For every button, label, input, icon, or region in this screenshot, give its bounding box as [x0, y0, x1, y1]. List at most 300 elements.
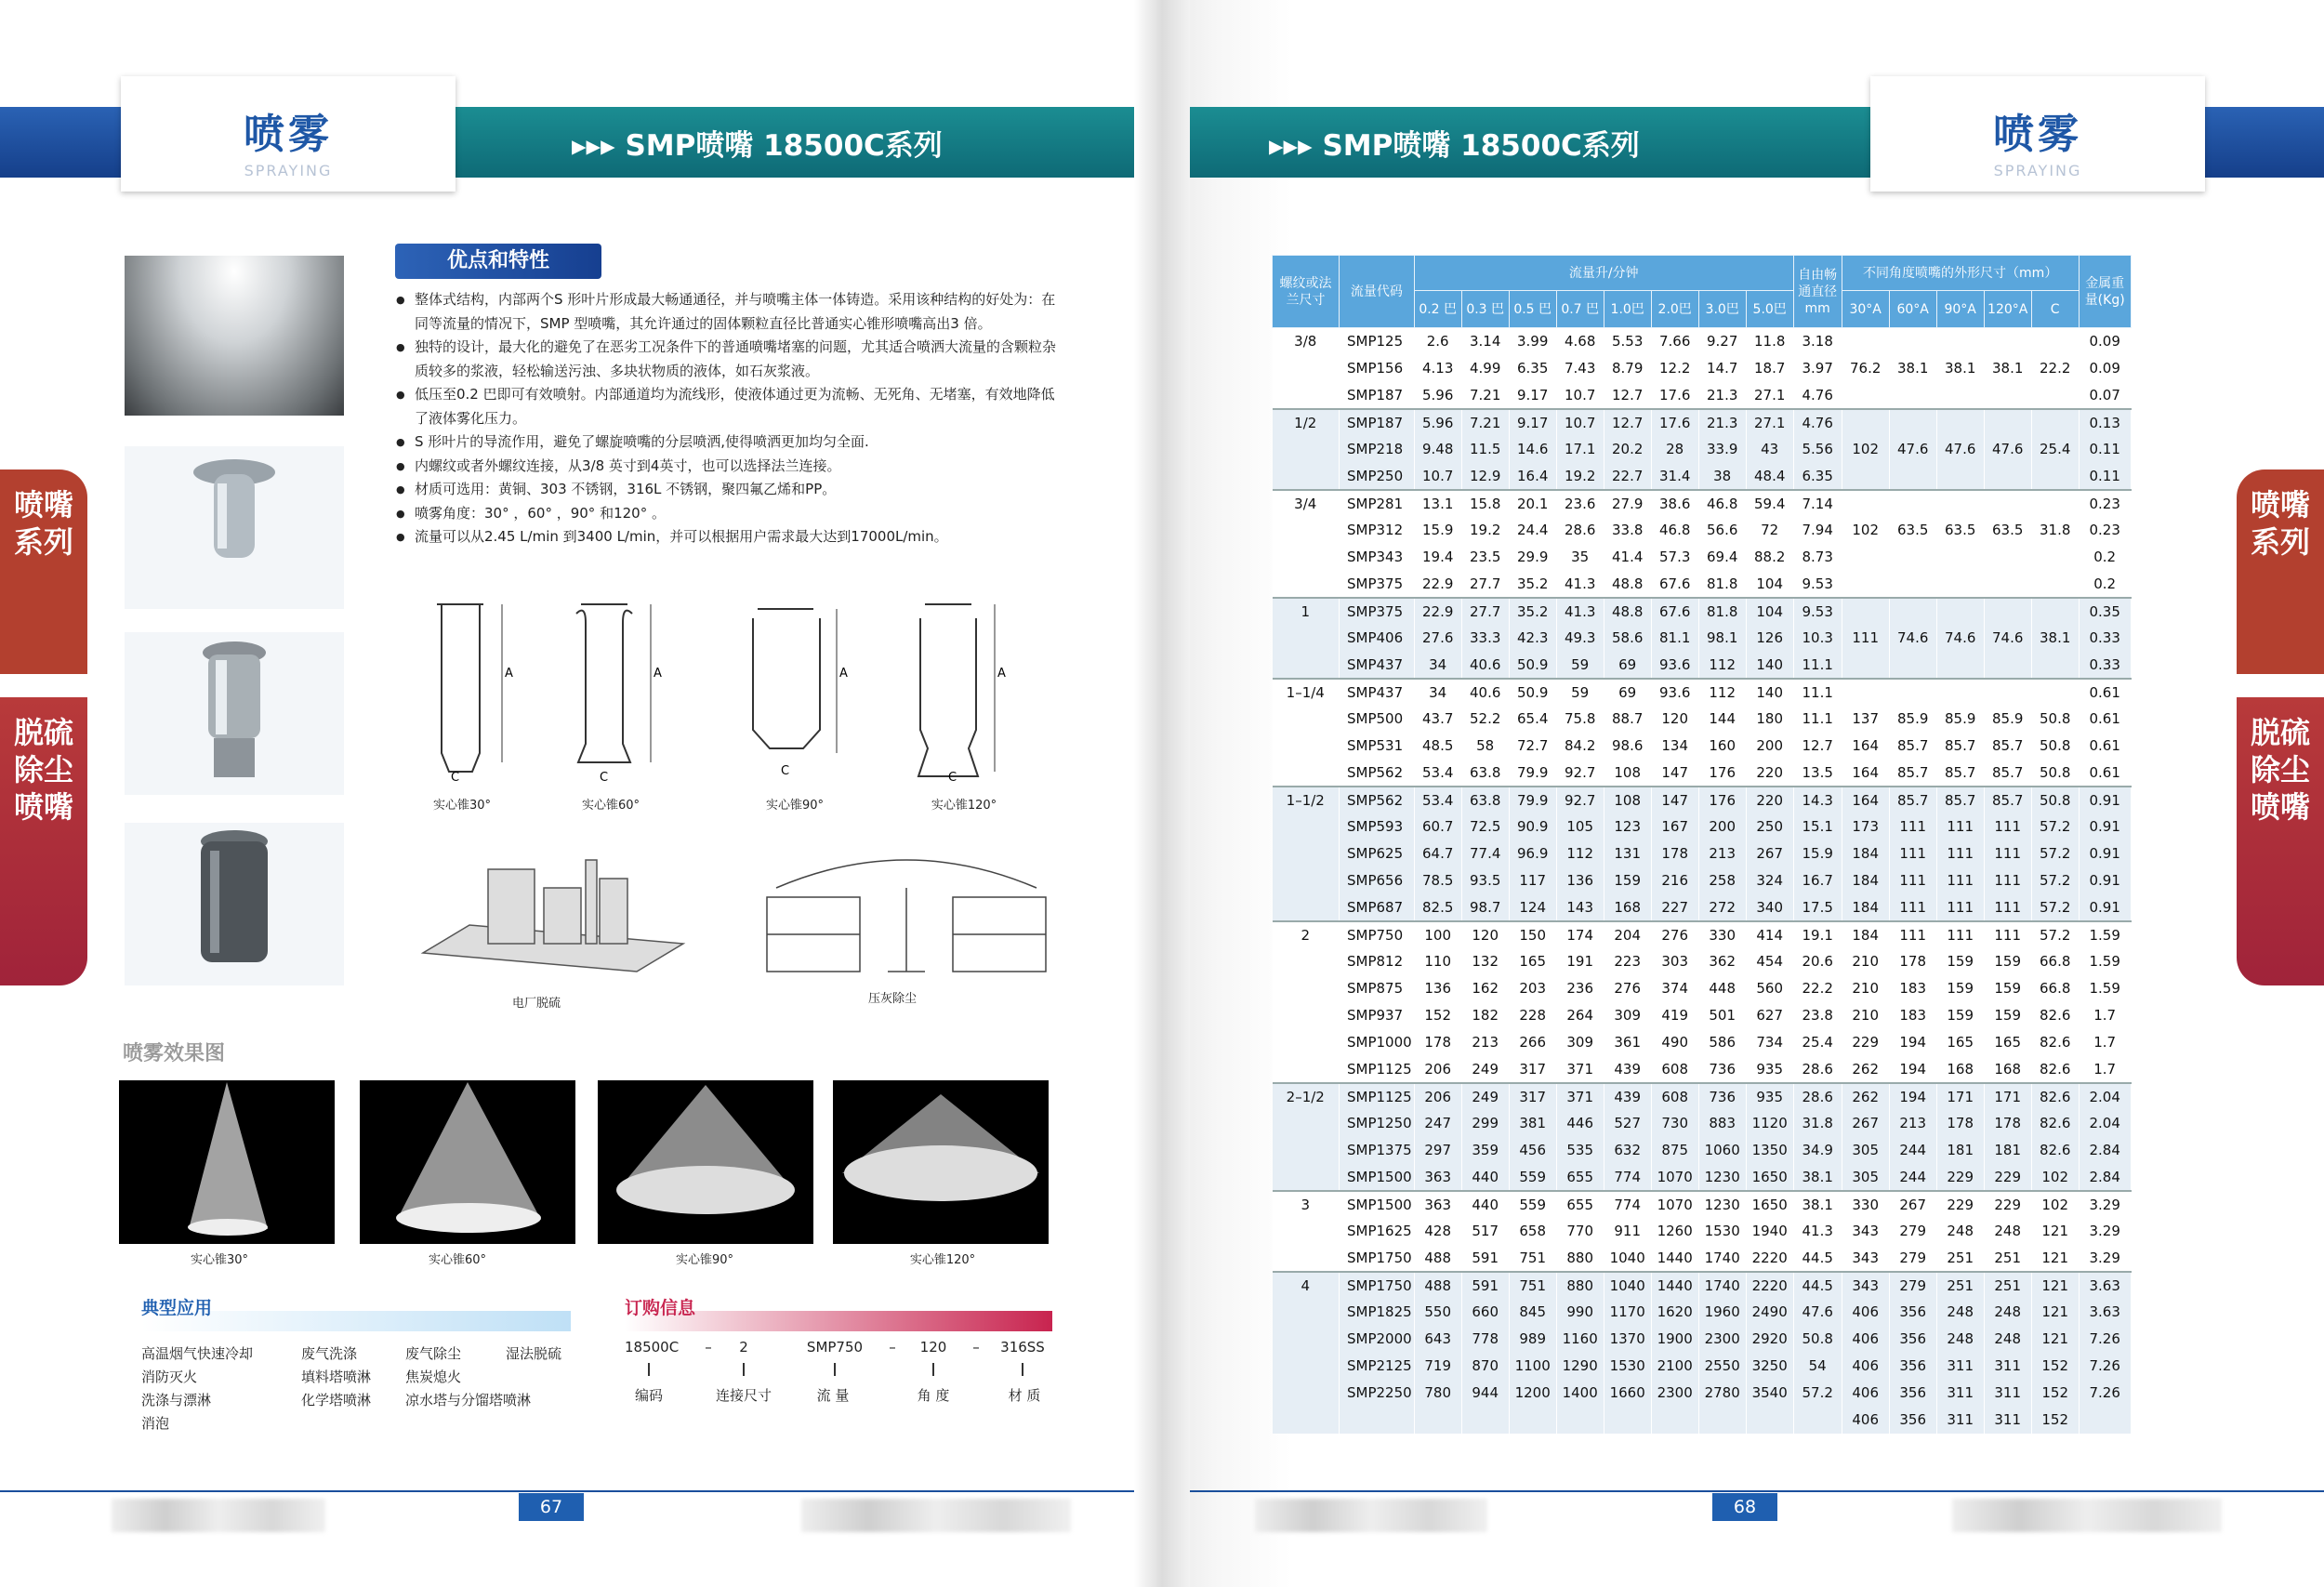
value-cell: 180	[1746, 706, 1793, 733]
value-cell: 244	[1889, 1164, 1936, 1191]
value-cell: 448	[1698, 975, 1746, 1002]
table-row	[1273, 1137, 2132, 1164]
model-cell: SMP375	[1340, 571, 1415, 598]
value-cell: 121	[2031, 1326, 2079, 1353]
value-cell	[1793, 1407, 1842, 1434]
value-cell: 85.7	[1984, 733, 2031, 760]
feature-item: ● 喷雾角度：30° ，60° ，90° 和120° 。	[396, 502, 1065, 526]
model-cell: SMP2250	[1340, 1380, 1415, 1407]
value-cell: 216	[1651, 867, 1698, 894]
value-cell: 27.1	[1746, 409, 1793, 436]
model-cell: SMP750	[1340, 921, 1415, 948]
value-cell: 111	[1984, 867, 2031, 894]
model-cell: SMP1750	[1340, 1245, 1415, 1272]
table-row	[1273, 1299, 2132, 1326]
value-cell: 627	[1746, 1002, 1793, 1029]
thread-cell: 4	[1273, 1272, 1340, 1299]
value-cell: 178	[1414, 1029, 1461, 1056]
model-cell: SMP406	[1340, 625, 1415, 652]
value-cell: 0.33	[2079, 625, 2131, 652]
footer-rule	[0, 1490, 1139, 1492]
value-cell: 111	[1984, 894, 2031, 921]
value-cell: 1260	[1651, 1218, 1698, 1245]
value-cell: 248	[1936, 1326, 1984, 1353]
thread-cell	[1273, 975, 1340, 1002]
value-cell: 111	[1984, 921, 2031, 948]
value-cell: 7.66	[1651, 328, 1698, 355]
value-cell: 297	[1414, 1137, 1461, 1164]
value-cell: 102	[1842, 517, 1889, 544]
thread-cell	[1273, 894, 1340, 921]
value-cell: 57.2	[2031, 813, 2079, 840]
value-cell: 28.6	[1793, 1083, 1842, 1110]
thread-cell	[1273, 733, 1340, 760]
thread-cell	[1273, 1137, 1340, 1164]
value-cell: 85.7	[1936, 787, 1984, 813]
value-cell: 47.6	[1793, 1299, 1842, 1326]
value-cell: 11.1	[1793, 706, 1842, 733]
thread-cell	[1273, 625, 1340, 652]
value-cell	[1651, 1407, 1698, 1434]
value-cell: 14.7	[1698, 355, 1746, 382]
table-row	[1273, 1218, 2132, 1245]
value-cell: 19.2	[1461, 517, 1509, 544]
value-cell: 1960	[1698, 1299, 1746, 1326]
value-cell: 111	[1984, 813, 2031, 840]
spec-table	[1272, 255, 2132, 1434]
value-cell: 1350	[1746, 1137, 1793, 1164]
value-cell: 194	[1889, 1056, 1936, 1083]
value-cell: 134	[1651, 733, 1698, 760]
value-cell: 28	[1651, 436, 1698, 463]
value-cell: 50.9	[1509, 679, 1556, 706]
table-row	[1273, 436, 2132, 463]
value-cell: 194	[1889, 1083, 1936, 1110]
value-cell: 1.7	[2079, 1056, 2131, 1083]
value-cell: 93.6	[1651, 652, 1698, 679]
value-cell	[1936, 328, 1984, 355]
value-cell: 363	[1414, 1164, 1461, 1191]
value-cell: 229	[1936, 1191, 1984, 1218]
value-cell: 1530	[1698, 1218, 1746, 1245]
value-cell: 1160	[1556, 1326, 1604, 1353]
value-cell: 251	[1936, 1272, 1984, 1299]
value-cell: 171	[1984, 1083, 2031, 1110]
value-cell: 730	[1651, 1110, 1698, 1137]
logo-title: 喷雾	[1993, 111, 2082, 158]
value-cell: 0.09	[2079, 328, 2131, 355]
value-cell: 446	[1556, 1110, 1604, 1137]
value-cell: 17.1	[1556, 436, 1604, 463]
thread-cell: 1–1/2	[1273, 787, 1340, 813]
table-row	[1273, 1164, 2132, 1191]
table-row	[1273, 1083, 2132, 1110]
value-cell: 414	[1746, 921, 1793, 948]
value-cell: 1120	[1746, 1110, 1793, 1137]
value-cell: 124	[1509, 894, 1556, 921]
value-cell: 0.61	[2079, 706, 2131, 733]
effect-caption: 实心锥30°	[190, 1253, 249, 1267]
value-cell: 247	[1414, 1110, 1461, 1137]
pressure-header: 3.0巴	[1698, 291, 1746, 328]
value-cell	[2031, 382, 2079, 409]
table-row	[1273, 625, 2132, 652]
thread-cell: 3/4	[1273, 490, 1340, 517]
table-row	[1273, 1272, 2132, 1299]
value-cell: 1.7	[2079, 1029, 2131, 1056]
value-cell: 2300	[1651, 1380, 1698, 1407]
value-cell: 19.2	[1556, 463, 1604, 490]
value-cell: 381	[1509, 1110, 1556, 1137]
value-cell: 67.6	[1651, 571, 1698, 598]
value-cell	[1936, 409, 1984, 436]
value-cell: 105	[1556, 813, 1604, 840]
value-cell: 27.7	[1461, 571, 1509, 598]
value-cell: 9.53	[1793, 598, 1842, 625]
value-cell: 299	[1461, 1110, 1509, 1137]
value-cell: 111	[1936, 894, 1984, 921]
value-cell: 82.6	[2031, 1083, 2079, 1110]
value-cell: 54	[1793, 1353, 1842, 1380]
value-cell: 632	[1604, 1137, 1651, 1164]
value-cell: 1230	[1698, 1164, 1746, 1191]
value-cell: 419	[1651, 1002, 1698, 1029]
thread-cell	[1273, 355, 1340, 382]
table-row	[1273, 1029, 2132, 1056]
thread-cell	[1273, 1407, 1340, 1434]
value-cell: 440	[1461, 1164, 1509, 1191]
application-item: 消防灭火	[141, 1369, 198, 1385]
value-cell	[1936, 490, 1984, 517]
value-cell	[2031, 328, 2079, 355]
pressure-header: 0.3 巴	[1461, 291, 1509, 328]
logo-title: 喷雾	[244, 111, 333, 158]
model-cell: SMP250	[1340, 463, 1415, 490]
value-cell: 223	[1604, 948, 1651, 975]
value-cell: 111	[1889, 921, 1936, 948]
value-cell: 2.04	[2079, 1110, 2131, 1137]
model-cell: SMP1125	[1340, 1056, 1415, 1083]
feature-item: ● 整体式结构，内部两个S 形叶片形成最大畅通通径，并与喷嘴主体一体铸造。采用该种结构的好处为：在同等流量的情况下，SMP 型喷嘴，其允许通过的固体颗粒直径比普通实心锥形喷嘴高出3 倍。	[396, 288, 1065, 336]
order-dash: –	[972, 1339, 980, 1356]
value-cell: 311	[1936, 1380, 1984, 1407]
value-cell: 258	[1698, 867, 1746, 894]
value-cell: 272	[1698, 894, 1746, 921]
model-cell: SMP1825	[1340, 1299, 1415, 1326]
value-cell: 203	[1509, 975, 1556, 1002]
value-cell: 164	[1842, 787, 1889, 813]
table-row	[1273, 1245, 2132, 1272]
value-cell: 248	[1936, 1218, 1984, 1245]
value-cell: 249	[1461, 1056, 1509, 1083]
value-cell: 171	[1936, 1083, 1984, 1110]
footer-rule	[1190, 1490, 2324, 1492]
effect-title: 喷雾效果图	[123, 1042, 226, 1065]
value-cell: 0.23	[2079, 517, 2131, 544]
value-cell: 0.91	[2079, 894, 2131, 921]
order-code: 120	[919, 1339, 947, 1356]
value-cell	[1842, 328, 1889, 355]
order-dash: –	[889, 1339, 896, 1356]
book-spine	[1134, 0, 1190, 1587]
value-cell: 250	[1746, 813, 1793, 840]
footer-blur	[112, 1499, 325, 1532]
col-header-flow: 流量升/分钟	[1414, 256, 1793, 291]
model-cell: SMP281	[1340, 490, 1415, 517]
value-cell: 440	[1461, 1191, 1509, 1218]
thread-cell	[1273, 1056, 1340, 1083]
value-cell: 69	[1604, 679, 1651, 706]
value-cell: 47.6	[1936, 436, 1984, 463]
value-cell: 38.6	[1651, 490, 1698, 517]
dim-a-label: A	[654, 667, 662, 681]
value-cell: 28.6	[1556, 517, 1604, 544]
value-cell: 279	[1889, 1272, 1936, 1299]
value-cell: 112	[1556, 840, 1604, 867]
value-cell: 3.29	[2079, 1245, 2131, 1272]
value-cell: 591	[1461, 1272, 1509, 1299]
value-cell: 102	[1842, 436, 1889, 463]
value-cell: 0.61	[2079, 679, 2131, 706]
value-cell: 591	[1461, 1245, 1509, 1272]
value-cell: 46.8	[1651, 517, 1698, 544]
page-number: 67	[519, 1493, 584, 1521]
value-cell: 229	[1984, 1191, 2031, 1218]
value-cell: 27.6	[1414, 625, 1461, 652]
value-cell: 85.7	[1889, 760, 1936, 787]
ash-removal-drawing	[758, 851, 1055, 990]
value-cell: 184	[1842, 840, 1889, 867]
order-code: 316SS	[1000, 1339, 1045, 1356]
dim-caption: 实心锥90°	[765, 799, 825, 813]
value-cell: 15.8	[1461, 490, 1509, 517]
value-cell: 3.18	[1793, 328, 1842, 355]
application-item: 填料塔喷淋	[301, 1369, 372, 1385]
logo-subtitle: SPRAYING	[244, 162, 333, 179]
application-item: 焦炭熄火	[405, 1369, 462, 1385]
value-cell: 42.3	[1509, 625, 1556, 652]
nozzle-photo-3	[125, 823, 344, 985]
value-cell: 220	[1746, 760, 1793, 787]
value-cell	[2031, 652, 2079, 679]
value-cell: 168	[1984, 1056, 2031, 1083]
value-cell: 267	[1746, 840, 1793, 867]
value-cell	[2031, 679, 2079, 706]
value-cell: 164	[1842, 733, 1889, 760]
value-cell: 0.09	[2079, 355, 2131, 382]
effect-photo-30	[119, 1080, 335, 1244]
value-cell: 5.96	[1414, 382, 1461, 409]
value-cell: 2.6	[1414, 328, 1461, 355]
value-cell: 85.9	[1889, 706, 1936, 733]
value-cell: 16.4	[1509, 463, 1556, 490]
value-cell	[1556, 1407, 1604, 1434]
value-cell: 0.23	[2079, 490, 2131, 517]
value-cell: 18.7	[1746, 355, 1793, 382]
model-cell: SMP531	[1340, 733, 1415, 760]
value-cell: 93.5	[1461, 867, 1509, 894]
value-cell: 7.26	[2079, 1326, 2131, 1353]
value-cell: 454	[1746, 948, 1793, 975]
value-cell: 10.7	[1556, 409, 1604, 436]
model-cell: SMP1250	[1340, 1110, 1415, 1137]
value-cell	[2079, 1407, 2131, 1434]
table-row	[1273, 894, 2132, 921]
thread-cell	[1273, 1380, 1340, 1407]
value-cell: 3.29	[2079, 1218, 2131, 1245]
value-cell: 72.5	[1461, 813, 1509, 840]
value-cell: 9.48	[1414, 436, 1461, 463]
value-cell: 1170	[1604, 1299, 1651, 1326]
value-cell: 66.8	[2031, 948, 2079, 975]
value-cell: 136	[1414, 975, 1461, 1002]
value-cell: 9.53	[1793, 571, 1842, 598]
value-cell: 38.1	[1936, 355, 1984, 382]
value-cell: 944	[1461, 1380, 1509, 1407]
value-cell: 643	[1414, 1326, 1461, 1353]
thread-cell	[1273, 1002, 1340, 1029]
value-cell: 67.6	[1651, 598, 1698, 625]
value-cell: 35	[1556, 544, 1604, 571]
angle-header: 60°A	[1889, 291, 1936, 328]
table-row	[1273, 1110, 2132, 1137]
table-row	[1273, 517, 2132, 544]
value-cell: 439	[1604, 1083, 1651, 1110]
value-cell: 875	[1651, 1137, 1698, 1164]
value-cell: 7.43	[1556, 355, 1604, 382]
value-cell: 191	[1556, 948, 1604, 975]
value-cell: 734	[1746, 1029, 1793, 1056]
value-cell: 3.29	[2079, 1191, 2131, 1218]
logo-box	[121, 76, 456, 192]
value-cell: 490	[1651, 1029, 1698, 1056]
order-label: 连接尺寸	[715, 1387, 772, 1404]
value-cell: 159	[1984, 948, 2031, 975]
value-cell	[1889, 463, 1936, 490]
value-cell: 50.8	[1793, 1326, 1842, 1353]
table-row	[1273, 1353, 2132, 1380]
value-cell	[1842, 544, 1889, 571]
value-cell: 1740	[1698, 1245, 1746, 1272]
value-cell: 33.3	[1461, 625, 1509, 652]
value-cell: 132	[1461, 948, 1509, 975]
value-cell: 20.1	[1509, 490, 1556, 517]
value-cell: 267	[1842, 1110, 1889, 1137]
value-cell: 11.5	[1461, 436, 1509, 463]
value-cell: 1660	[1604, 1380, 1651, 1407]
value-cell: 229	[1936, 1164, 1984, 1191]
value-cell: 98.7	[1461, 894, 1509, 921]
value-cell: 176	[1698, 787, 1746, 813]
value-cell: 774	[1604, 1164, 1651, 1191]
model-cell: SMP625	[1340, 840, 1415, 867]
value-cell: 66.8	[2031, 975, 2079, 1002]
value-cell: 251	[1984, 1272, 2031, 1299]
value-cell: 343	[1842, 1272, 1889, 1299]
value-cell	[1509, 1407, 1556, 1434]
value-cell: 85.9	[1984, 706, 2031, 733]
value-cell: 200	[1698, 813, 1746, 840]
value-cell: 330	[1698, 921, 1746, 948]
value-cell: 9.17	[1509, 382, 1556, 409]
thread-cell	[1273, 1218, 1340, 1245]
table-row	[1273, 652, 2132, 679]
value-cell: 911	[1604, 1218, 1651, 1245]
value-cell: 264	[1556, 1002, 1604, 1029]
value-cell: 880	[1556, 1272, 1604, 1299]
value-cell: 406	[1842, 1407, 1889, 1434]
value-cell: 23.5	[1461, 544, 1509, 571]
value-cell: 3.63	[2079, 1272, 2131, 1299]
value-cell: 1400	[1556, 1380, 1604, 1407]
value-cell: 85.7	[1889, 787, 1936, 813]
value-cell: 82.6	[2031, 1110, 2079, 1137]
value-cell: 11.1	[1793, 652, 1842, 679]
value-cell: 41.3	[1556, 571, 1604, 598]
value-cell: 38.1	[1793, 1191, 1842, 1218]
value-cell: 31.4	[1651, 463, 1698, 490]
value-cell	[1889, 544, 1936, 571]
value-cell: 144	[1698, 706, 1746, 733]
value-cell: 1100	[1509, 1353, 1556, 1380]
value-cell: 183	[1889, 975, 1936, 1002]
value-cell: 38.1	[1889, 355, 1936, 382]
value-cell: 204	[1604, 921, 1651, 948]
value-cell: 174	[1556, 921, 1604, 948]
value-cell: 1060	[1698, 1137, 1746, 1164]
value-cell: 1.59	[2079, 921, 2131, 948]
model-cell: SMP937	[1340, 1002, 1415, 1029]
value-cell: 178	[1936, 1110, 1984, 1137]
value-cell	[1842, 409, 1889, 436]
value-cell: 19.4	[1414, 544, 1461, 571]
value-cell: 49.3	[1556, 625, 1604, 652]
thread-cell	[1273, 867, 1340, 894]
value-cell: 7.94	[1793, 517, 1842, 544]
value-cell	[1936, 679, 1984, 706]
value-cell: 168	[1604, 894, 1651, 921]
model-cell: SMP156	[1340, 355, 1415, 382]
value-cell: 0.33	[2079, 652, 2131, 679]
application-item: 凉水塔与分馏塔喷淋	[405, 1392, 532, 1408]
value-cell: 159	[1936, 948, 1984, 975]
table-row	[1273, 355, 2132, 382]
value-cell: 1040	[1604, 1245, 1651, 1272]
value-cell: 251	[1936, 1245, 1984, 1272]
thread-cell	[1273, 813, 1340, 840]
order-code: 2	[739, 1339, 748, 1356]
value-cell: 22.7	[1604, 463, 1651, 490]
value-cell: 4.99	[1461, 355, 1509, 382]
value-cell: 0.13	[2079, 409, 2131, 436]
value-cell: 0.07	[2079, 382, 2131, 409]
value-cell: 152	[2031, 1353, 2079, 1380]
value-cell: 92.7	[1556, 760, 1604, 787]
value-cell: 311	[1984, 1407, 2031, 1434]
value-cell: 85.7	[1936, 733, 1984, 760]
dim-a-label: A	[839, 667, 848, 681]
value-cell: 22.9	[1414, 598, 1461, 625]
value-cell: 150	[1509, 921, 1556, 948]
side-tab-desulfurization: 脱硫除尘喷嘴	[2237, 697, 2324, 985]
value-cell: 330	[1842, 1191, 1889, 1218]
value-cell: 883	[1698, 1110, 1746, 1137]
power-plant-drawing	[414, 851, 693, 990]
value-cell: 15.1	[1793, 813, 1842, 840]
value-cell: 63.5	[1984, 517, 2031, 544]
value-cell: 96.9	[1509, 840, 1556, 867]
value-cell: 182	[1461, 1002, 1509, 1029]
